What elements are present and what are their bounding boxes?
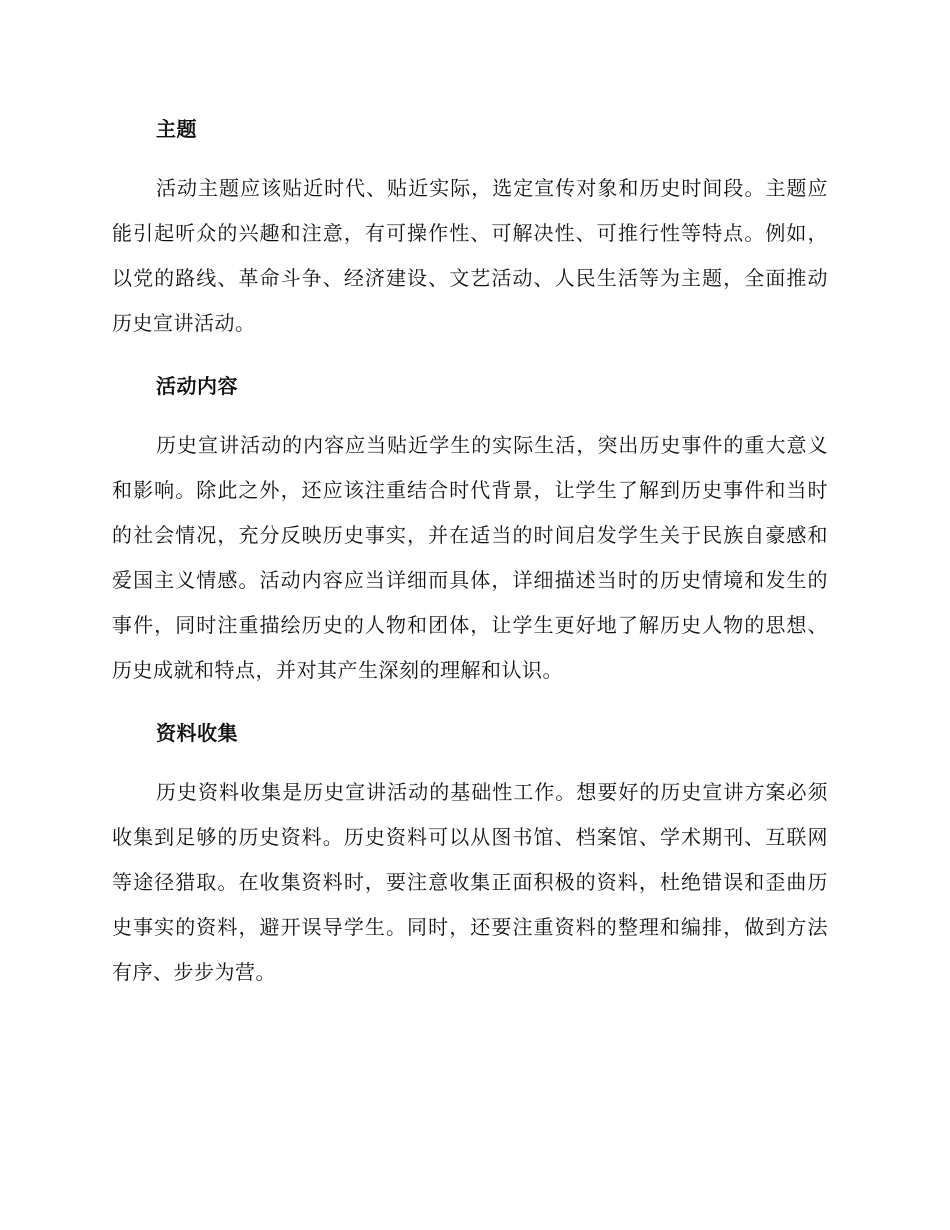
section-paragraph: 历史资料收集是历史宣讲活动的基础性工作。想要好的历史宣讲方案必须收集到足够的历史资料。历史资料可以从图书馆、档案馆、学术期刊、互联网等途径猎取。在收集资料时，要注意收集正面积极的资料，杜绝错误和歪曲历史事实的资料，避开误导学生。同时，还要注重资料的整理和编排，做到方法有序、步步为营。	[112, 780, 828, 984]
section-theme	[112, 114, 828, 346]
section-heading: 主题	[156, 117, 197, 141]
section-heading: 活动内容	[156, 374, 238, 398]
section-paragraph: 活动主题应该贴近时代、贴近实际，选定宣传对象和历史时间段。主题应能引起听众的兴趣和注意，有可操作性、可解决性、可推行性等特点。例如，以党的路线、革命斗争、经济建设、文艺活动、人民生活等为主题，全面推动历史宣讲活动。	[112, 176, 828, 335]
section-paragraph: 历史宣讲活动的内容应当贴近学生的实际生活，突出历史事件的重大意义和影响。除此之外，还应该注重结合时代背景，让学生了解到历史事件和当时的社会情况，充分反映历史事实，并在适当的时间启发学生关于民族自豪感和爱国主义情感。活动内容应当详细而具体，详细描述当时的历史情境和发生的事件，同时注重描绘历史的人物和团体，让学生更好地了解历史人物的思想、历史成就和特点，并对其产生深刻的理解和认识。	[112, 433, 828, 682]
section-material-collection	[112, 718, 828, 995]
section-activity-content	[112, 371, 828, 693]
section-heading: 资料收集	[156, 721, 238, 745]
